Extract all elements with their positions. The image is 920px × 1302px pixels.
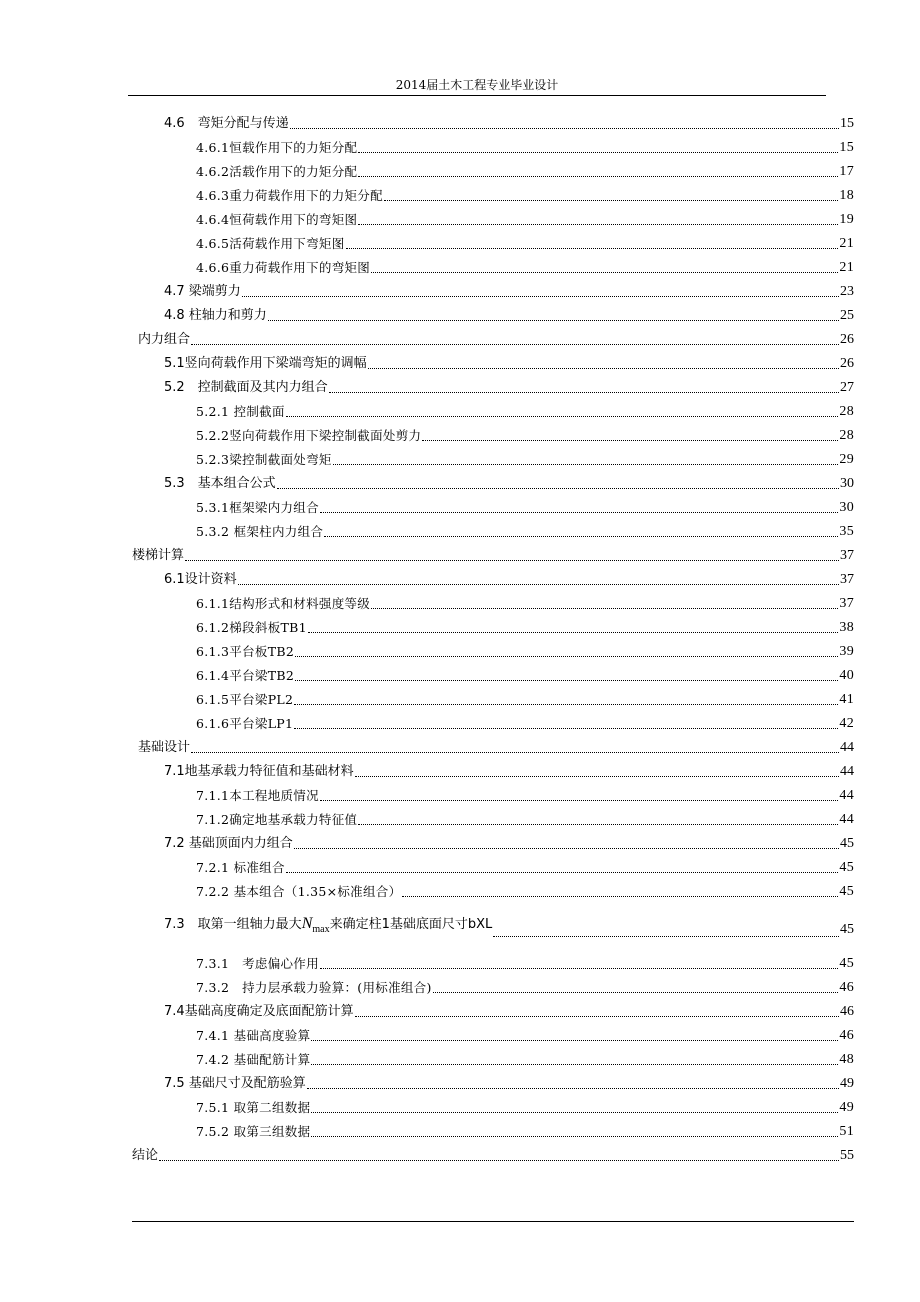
toc-entry[interactable] [132, 546, 854, 566]
toc-entry-page: 45 [839, 860, 854, 875]
toc-entry-page: 25 [840, 308, 854, 323]
dot-leader [355, 776, 839, 777]
toc-entry[interactable] [164, 114, 854, 134]
dot-leader [358, 152, 838, 153]
toc-entry-page: 49 [839, 1100, 854, 1115]
toc-entry-page: 48 [839, 1052, 854, 1067]
toc-entry-page: 17 [839, 164, 854, 179]
toc-entry[interactable] [164, 834, 854, 854]
toc-entry[interactable] [164, 762, 854, 782]
footer-rule [132, 1221, 854, 1222]
toc-entry-title: 楼梯计算 [132, 548, 185, 563]
toc-entry-page: 49 [840, 1076, 854, 1091]
toc-entry-page: 46 [839, 980, 854, 995]
toc-entry[interactable] [196, 1098, 854, 1118]
dot-leader [384, 200, 838, 201]
toc-entry-title: 6.1设计资料 [164, 572, 237, 587]
header-rule [128, 95, 826, 96]
toc-entry[interactable] [196, 450, 854, 470]
toc-entry-title: 7.5.1 取第二组数据 [196, 1100, 311, 1115]
toc-entry-page: 44 [840, 740, 854, 755]
toc-entry-page: 44 [840, 764, 854, 779]
toc-entry-title: 7.1.2确定地基承载力特征值 [196, 812, 358, 827]
toc-entry-page: 46 [840, 1004, 854, 1019]
toc-entry-page: 18 [839, 188, 854, 203]
toc-entry-title: 7.1地基承载力特征值和基础材料 [164, 764, 354, 779]
toc-entry[interactable] [196, 1026, 854, 1046]
toc-entry-title: 7.4基础高度确定及底面配筋计算 [164, 1004, 354, 1019]
toc-entry-title [164, 912, 492, 942]
dot-leader [307, 1088, 839, 1089]
toc-entry-page: 28 [839, 404, 854, 419]
toc-entry-title: 7.5 基础尺寸及配筋验算 [164, 1076, 306, 1091]
toc-entry[interactable] [196, 594, 854, 614]
toc-entry-title: 7.2 基础顶面内力组合 [164, 836, 293, 851]
dot-leader [290, 128, 839, 129]
toc-entry-page: 45 [839, 956, 854, 971]
dot-leader [329, 392, 839, 393]
toc-entry-title: 7.4.1 基础高度验算 [196, 1028, 311, 1043]
toc-entry[interactable] [196, 618, 854, 638]
toc-entry[interactable] [164, 306, 854, 326]
toc-entry-page: 26 [840, 332, 854, 347]
toc-entry[interactable] [196, 234, 854, 254]
toc-entry-page: 29 [839, 452, 854, 467]
toc-entry[interactable] [164, 570, 854, 590]
toc-entry-title: 5.2 控制截面及其内力组合 [164, 380, 328, 395]
toc-entry-title: 7.3.2 持力层承载力验算：(用标准组合) [196, 980, 432, 995]
toc-entry-page: 45 [840, 836, 854, 851]
toc-entry[interactable] [196, 138, 854, 158]
toc-entry-title: 7.2.2 基本组合（1.35×标准组合） [196, 884, 402, 899]
dot-leader [493, 936, 839, 937]
toc-entry-page: 41 [839, 692, 854, 707]
dot-leader [295, 656, 838, 657]
page-header: 2014届土木工程专业毕业设计 [395, 78, 559, 92]
toc-entry-title: 5.3.1框架梁内力组合 [196, 500, 319, 515]
toc-entry[interactable] [138, 738, 854, 758]
toc-entry[interactable] [138, 330, 854, 350]
dot-leader [159, 1160, 839, 1161]
toc-entry[interactable] [196, 498, 854, 518]
toc-entry[interactable] [196, 954, 854, 974]
toc-entry[interactable] [164, 1074, 854, 1094]
toc-entry-title-suffix: 来确定柱1基础底面尺寸bXL [329, 916, 493, 932]
toc-entry-page: 23 [840, 284, 854, 299]
dot-leader [311, 1040, 838, 1041]
toc-entry[interactable] [196, 714, 854, 734]
toc-entry-title: 5.3.2 框架柱内力组合 [196, 524, 324, 539]
toc-entry-title: 6.1.5平台梁PL2 [196, 692, 294, 707]
toc-entry[interactable] [196, 162, 854, 182]
max-subscript: max [312, 924, 330, 935]
toc-entry-title: 4.6.4恒荷载作用下的弯矩图 [196, 212, 358, 227]
toc-entry[interactable] [132, 1146, 854, 1166]
toc-entry[interactable] [164, 914, 854, 942]
toc-entry-title: 7.4.2 基础配筋计算 [196, 1052, 311, 1067]
toc-entry-title: 4.6 弯矩分配与传递 [164, 116, 289, 131]
toc-entry-title: 4.6.1恒载作用下的力矩分配 [196, 140, 358, 155]
toc-entry-title: 6.1.4平台梁TB2 [196, 668, 295, 683]
dot-leader [191, 752, 839, 753]
toc-entry-page: 40 [839, 668, 854, 683]
dot-leader [433, 992, 839, 993]
dot-leader [402, 896, 838, 897]
toc-entry-page: 44 [839, 812, 854, 827]
toc-entry-page: 37 [840, 572, 854, 587]
dot-leader [268, 320, 839, 321]
toc-entry-page: 15 [839, 140, 854, 155]
toc-entry-title: 7.3.1 考虑偏心作用 [196, 956, 319, 971]
toc-entry[interactable] [164, 1002, 854, 1022]
toc-entry[interactable] [164, 378, 854, 398]
toc-entry-title: 4.8 柱轴力和剪力 [164, 308, 267, 323]
dot-leader [333, 464, 839, 465]
toc-entry-page: 39 [839, 644, 854, 659]
toc-entry-title: 5.2.1 控制截面 [196, 404, 285, 419]
dot-leader [358, 176, 838, 177]
toc-entry[interactable] [196, 1050, 854, 1070]
toc-entry-page: 30 [840, 476, 854, 491]
dot-leader [368, 368, 839, 369]
dot-leader [358, 824, 838, 825]
toc-entry-page: 15 [840, 116, 854, 131]
toc-entry-title-prefix: 7.3 取第一组轴力最大 [164, 916, 302, 932]
toc-entry-title: 5.3 基本组合公式 [164, 476, 276, 491]
toc-entry-title: 7.1.1本工程地质情况 [196, 788, 319, 803]
toc-entry[interactable] [196, 642, 854, 662]
dot-leader [311, 1112, 838, 1113]
dot-leader [371, 272, 838, 273]
toc-entry-title: 5.1竖向荷载作用下梁端弯矩的调幅 [164, 356, 367, 371]
toc-entry-title: 4.6.6重力荷载作用下的弯矩图 [196, 260, 371, 275]
toc-entry-title: 6.1.6平台梁LP1 [196, 716, 294, 731]
dot-leader [358, 224, 838, 225]
toc-entry[interactable] [196, 882, 854, 902]
dot-leader [191, 344, 839, 345]
dot-leader [311, 1064, 838, 1065]
dot-leader [238, 584, 839, 585]
dot-leader [242, 296, 839, 297]
toc-entry-title: 5.2.2竖向荷载作用下梁控制截面处剪力 [196, 428, 422, 443]
toc-entry-page: 37 [839, 596, 854, 611]
toc-entry[interactable] [196, 258, 854, 278]
dot-leader [346, 248, 839, 249]
toc-entry-title: 7.2.1 标准组合 [196, 860, 285, 875]
toc-entry-page: 27 [840, 380, 854, 395]
toc-entry[interactable] [196, 858, 854, 878]
dot-leader [294, 728, 838, 729]
toc-entry[interactable] [196, 978, 854, 998]
toc-entry-page: 19 [839, 212, 854, 227]
dot-leader [294, 704, 838, 705]
toc-entry-page: 45 [840, 922, 854, 937]
toc-entry[interactable] [164, 282, 854, 302]
n-symbol: N [301, 914, 313, 932]
dot-leader [277, 488, 839, 489]
toc-entry-page: 26 [840, 356, 854, 371]
dot-leader [185, 560, 839, 561]
toc-entry[interactable] [196, 810, 854, 830]
toc-entry[interactable] [196, 690, 854, 710]
toc-entry[interactable] [164, 474, 854, 494]
toc-entry[interactable] [196, 402, 854, 422]
toc-entry-title: 结论 [132, 1148, 159, 1163]
toc-entry-page: 38 [839, 620, 854, 635]
toc-entry[interactable] [196, 786, 854, 806]
toc-entry-page: 21 [839, 236, 854, 251]
toc-entry[interactable] [164, 354, 854, 374]
toc-entry-title: 4.6.3重力荷载作用下的力矩分配 [196, 188, 383, 203]
toc-entry[interactable] [196, 210, 854, 230]
toc-entry-page: 44 [839, 788, 854, 803]
dot-leader [320, 800, 838, 801]
toc-entry-page: 51 [839, 1124, 854, 1139]
toc-entry-title: 7.5.2 取第三组数据 [196, 1124, 311, 1139]
toc-entry[interactable] [196, 1122, 854, 1142]
toc-entry-page: 21 [839, 260, 854, 275]
toc-entry-title: 4.6.2活载作用下的力矩分配 [196, 164, 358, 179]
dot-leader [324, 536, 838, 537]
dot-leader [286, 872, 839, 873]
dot-leader [371, 608, 838, 609]
toc-entry-title: 6.1.3平台板TB2 [196, 644, 295, 659]
toc-entry[interactable] [196, 522, 854, 542]
toc-entry-title: 6.1.2梯段斜板TB1 [196, 620, 307, 635]
dot-leader [286, 416, 839, 417]
toc-entry-page: 37 [840, 548, 854, 563]
dot-leader [320, 968, 838, 969]
dot-leader [311, 1136, 838, 1137]
toc-entry[interactable] [196, 426, 854, 446]
dot-leader [320, 512, 838, 513]
toc-entry-title: 4.6.5活荷载作用下弯矩图 [196, 236, 345, 251]
dot-leader [294, 848, 839, 849]
toc-entry-title: 6.1.1结构形式和材料强度等级 [196, 596, 371, 611]
dot-leader [308, 632, 839, 633]
toc-entry-page: 46 [839, 1028, 854, 1043]
toc-entry-page: 45 [839, 884, 854, 899]
toc-entry-title: 5.2.3梁控制截面处弯矩 [196, 452, 332, 467]
toc-entry-title: 内力组合 [138, 332, 191, 347]
n-max-symbol [301, 914, 330, 935]
toc-entry[interactable] [196, 666, 854, 686]
dot-leader [355, 1016, 839, 1017]
toc-entry-page: 42 [839, 716, 854, 731]
dot-leader [295, 680, 838, 681]
toc-entry-page: 35 [839, 524, 854, 539]
toc-entry[interactable] [196, 186, 854, 206]
toc-entry-page: 30 [839, 500, 854, 515]
toc-entry-title: 4.7 梁端剪力 [164, 284, 241, 299]
toc-entry-title: 基础设计 [138, 740, 191, 755]
toc-entry-page: 28 [839, 428, 854, 443]
toc-entry-page: 55 [840, 1148, 854, 1163]
dot-leader [422, 440, 838, 441]
